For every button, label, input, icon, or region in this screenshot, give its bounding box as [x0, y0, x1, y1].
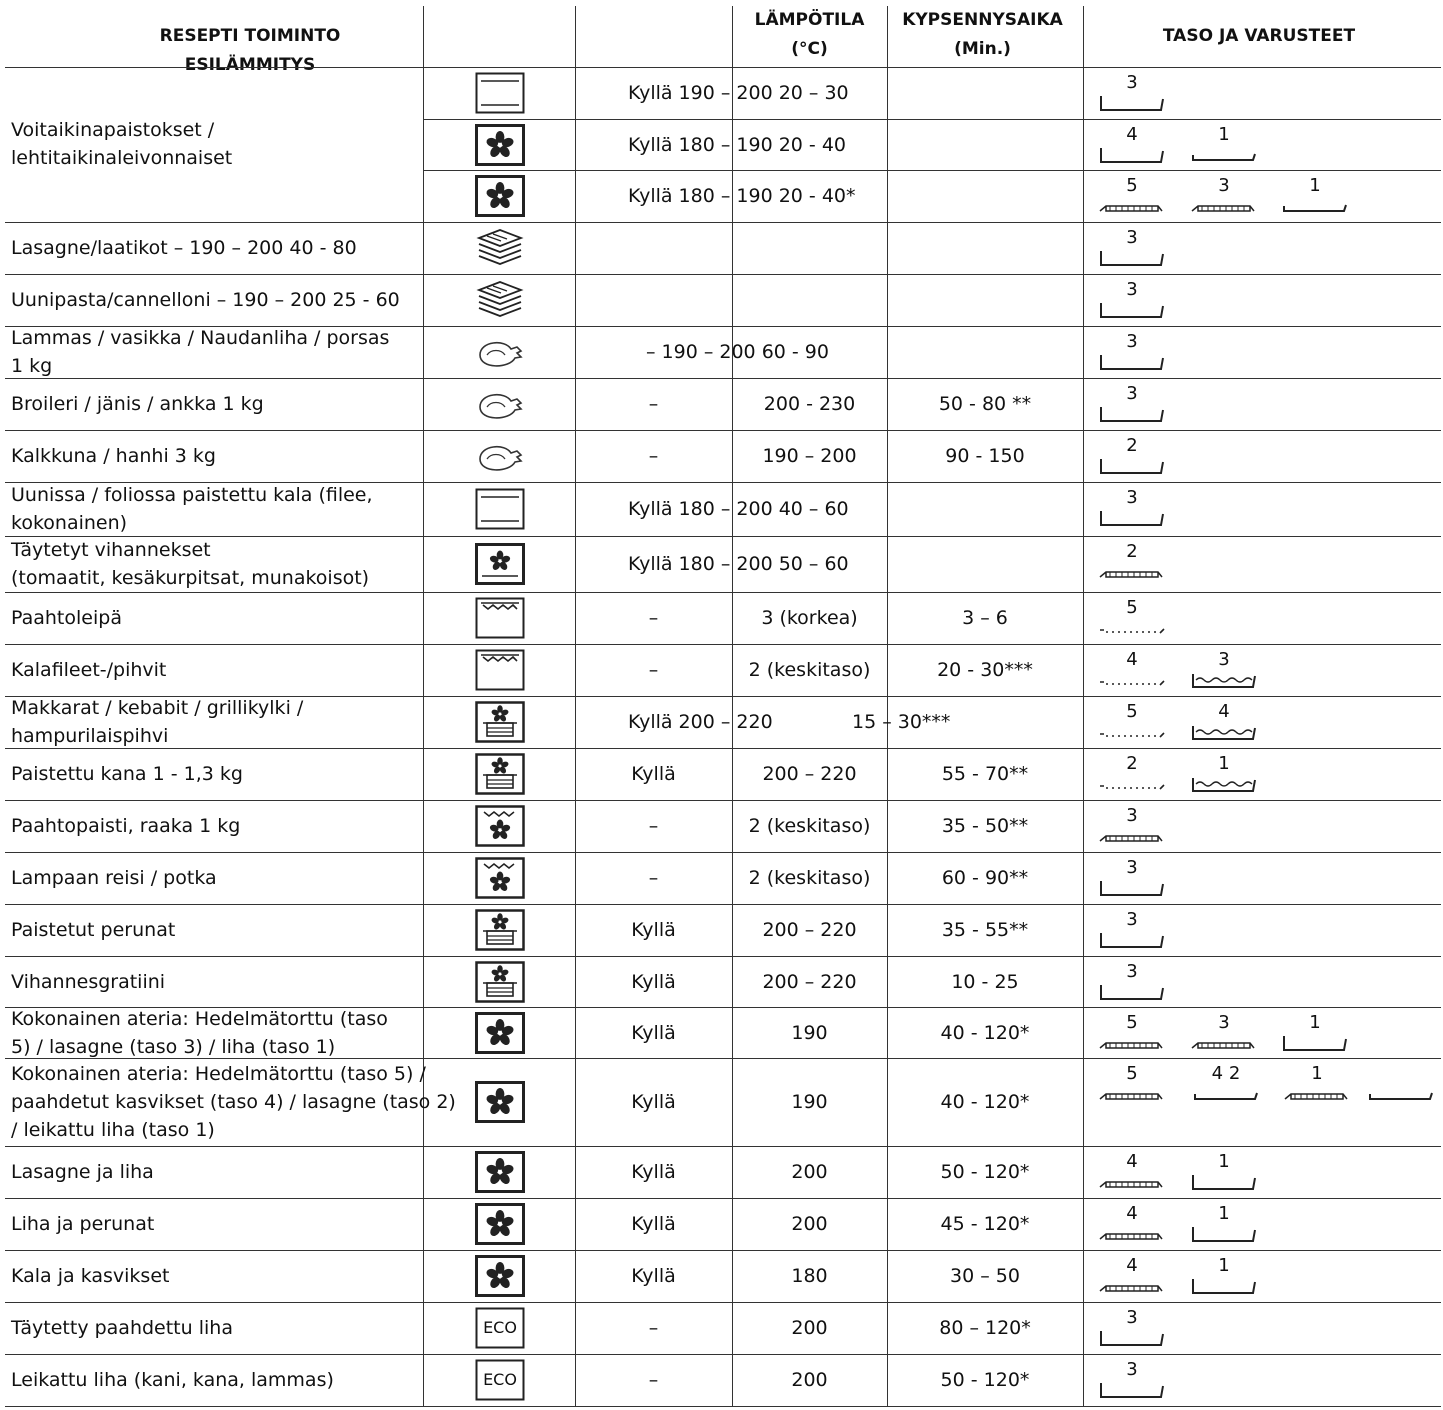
preheat-value: –	[648, 1317, 659, 1339]
shelf-level-tray	[1367, 1064, 1443, 1109]
recipe-name-line: Uunipasta/cannelloni – 190 – 200 25 - 60	[11, 289, 400, 311]
shelf-level-number: 3	[1126, 331, 1138, 352]
shelf-level-drip	[1190, 650, 1270, 695]
preheat-temp-time: Kyllä 180 – 200 50 – 60	[628, 553, 849, 575]
cooking-time-value: 60 - 90**	[941, 867, 1029, 889]
row-divider	[5, 852, 1441, 853]
shelf-level-rack	[1098, 1204, 1178, 1249]
fan-mode-icon	[475, 1081, 525, 1127]
shelf-level-rack	[1098, 542, 1178, 587]
shelf-level-rack	[1098, 1256, 1178, 1301]
preheat-value: Kyllä	[631, 1091, 676, 1113]
row-divider	[5, 1198, 1441, 1199]
shelf-level-pan	[1098, 125, 1178, 170]
recipe-name-line: Lammas / vasikka / Naudanliha / porsas	[11, 327, 390, 349]
shelf-level-grid	[1098, 702, 1178, 747]
fan-mode-icon	[475, 175, 525, 221]
temperature-value: 200 – 220	[762, 919, 857, 941]
shelf-level-pan	[1098, 384, 1178, 429]
preheat-value: –	[648, 659, 659, 681]
recipe-name	[11, 1366, 334, 1394]
recipe-name	[11, 481, 373, 537]
eco-mode-icon	[475, 1307, 525, 1353]
shelf-level-rack	[1098, 806, 1178, 851]
recipe-name	[11, 694, 303, 750]
recipe-name-line: Liha ja perunat	[11, 1213, 155, 1235]
shelf-level-number: 5	[1126, 1012, 1138, 1033]
shelf-level-pan	[1098, 858, 1178, 903]
cooking-time-value: 20 - 30***	[937, 659, 1033, 681]
recipe-name-line: hampurilaispihvi	[11, 725, 169, 747]
shelf-level-grid	[1098, 598, 1178, 643]
recipe-name-line: Uunissa / foliossa paistettu kala (filee,	[11, 484, 373, 506]
recipe-name	[11, 234, 357, 262]
recipe-name-line: Kokonainen ateria: Hedelmätorttu (taso	[11, 1007, 388, 1030]
shelf-level-pan	[1190, 1204, 1270, 1249]
shelf-level-number: 3	[1126, 1307, 1138, 1328]
cooking-time-value: 45 - 120*	[940, 1213, 1030, 1235]
shelf-level-rack	[1283, 1064, 1363, 1109]
shelf-level-pan	[1098, 280, 1178, 325]
cooking-time-value: 50 - 120*	[940, 1369, 1030, 1391]
shelf-level-number: 1	[1218, 1255, 1230, 1276]
preheat-value: –	[648, 815, 659, 837]
row-divider	[5, 67, 1441, 68]
shelf-level-number: 3	[1126, 487, 1138, 508]
cooking-time-value: 40 - 120*	[940, 1091, 1030, 1113]
row-divider	[5, 1354, 1441, 1355]
shelf-level-number: 4	[1126, 1203, 1138, 1224]
recipe-name	[11, 324, 389, 380]
preheat-value: –	[648, 607, 659, 629]
recipe-name	[11, 812, 240, 840]
shelf-level-pan	[1098, 436, 1178, 481]
shelf-level-number: 3	[1126, 1359, 1138, 1380]
shelf-level-number: 4 2	[1211, 1063, 1241, 1084]
recipe-name	[11, 536, 369, 592]
recipe-name	[11, 1158, 154, 1186]
cooking-time-value: 35 - 50**	[941, 815, 1029, 837]
shelf-level-number: 1	[1309, 175, 1321, 196]
temperature-value: 2 (keskitaso)	[748, 815, 871, 837]
fangrill-mode-icon	[475, 805, 525, 851]
recipe-name-line: 1 kg	[11, 355, 53, 377]
shelf-level-drip	[1190, 702, 1270, 747]
temperature-value: 2 (keskitaso)	[748, 867, 871, 889]
temperature-value: 2 (keskitaso)	[748, 659, 871, 681]
shelf-level-number: 4	[1126, 1255, 1138, 1276]
row-divider	[5, 592, 1441, 593]
shelf-level-number: 3	[1218, 649, 1230, 670]
preheat-temp-time: Kyllä 180 – 190 20 - 40*	[628, 185, 856, 207]
cooking-time-value: 35 - 55**	[941, 919, 1029, 941]
preheat-temp-time: – 190 – 200 60 - 90	[646, 341, 829, 363]
chicken-mode-icon	[475, 383, 525, 429]
recipe-name-line: Lampaan reisi / potka	[11, 867, 217, 889]
temperature-value: 200	[791, 1369, 828, 1391]
column-divider	[575, 6, 576, 1406]
row-divider	[5, 1406, 1441, 1407]
preheat-value: Kyllä	[631, 1161, 676, 1183]
recipe-name	[11, 968, 165, 996]
shelf-level-number: 3	[1126, 227, 1138, 248]
fan-mode-icon	[475, 1203, 525, 1249]
recipe-name	[11, 1314, 233, 1342]
recipe-name	[11, 760, 243, 788]
cooking-time-value: 90 - 150	[945, 445, 1025, 467]
temperature-value: 200 - 230	[763, 393, 856, 415]
cooking-time-value: 10 - 25	[951, 970, 1019, 993]
recipe-name-line: Kokonainen ateria: Hedelmätorttu (taso 5) /	[11, 1063, 426, 1085]
shelf-level-pan	[1098, 228, 1178, 273]
fanbottom-mode-icon	[475, 543, 525, 589]
turbogrill-mode-icon	[475, 961, 525, 1007]
recipe-name-line: Paistettu kana 1 - 1,3 kg	[11, 763, 243, 785]
shelf-level-number: 3	[1126, 909, 1138, 930]
eco-label: ECO	[483, 1318, 517, 1337]
recipe-name-line: Täytetyt vihannekset	[11, 539, 211, 561]
recipe-name-line: (tomaatit, kesäkurpitsat, munakoisot)	[11, 567, 370, 589]
recipe-name	[11, 390, 264, 418]
column-divider	[423, 6, 424, 1406]
row-divider	[5, 956, 1441, 957]
recipe-name-line: paahdetut kasvikset (taso 4) / lasagne (taso 2)	[11, 1091, 456, 1113]
row-divider	[5, 1250, 1441, 1251]
shelf-level-rack	[1190, 176, 1270, 221]
recipe-name	[11, 864, 217, 892]
recipe-name	[11, 286, 400, 314]
layers-mode-icon	[475, 227, 525, 273]
temperature-value: 190	[791, 1021, 828, 1044]
preheat-value: Kyllä	[631, 1213, 676, 1235]
recipe-name-line: Broileri / jänis / ankka 1 kg	[11, 393, 264, 415]
recipe-name-line: / leikattu liha (taso 1)	[11, 1119, 215, 1141]
preheat-value: –	[648, 867, 659, 889]
shelf-level-number: 3	[1218, 175, 1230, 196]
recipe-name	[11, 604, 122, 632]
row-divider	[5, 274, 1441, 275]
row-divider	[5, 1146, 1441, 1147]
shelf-level-number: 4	[1126, 124, 1138, 145]
shelf-level-number: 1	[1218, 1203, 1230, 1224]
shelf-level-number: 5	[1126, 1063, 1138, 1084]
shelf-level-number: 3	[1126, 857, 1138, 878]
column-divider	[887, 6, 888, 1406]
shelf-level-number: 5	[1126, 701, 1138, 722]
shelf-level-rack	[1190, 1013, 1270, 1058]
preheat-value: –	[648, 1369, 659, 1391]
preheat-value: Kyllä	[631, 763, 676, 785]
header-cooking-time: KYPSENNYSAIKA (Min.)	[902, 10, 1063, 59]
cooking-time: 15 – 30***	[852, 711, 951, 733]
preheat-value: Kyllä	[631, 1265, 676, 1287]
chicken-mode-icon	[475, 435, 525, 481]
shelf-level-number: 1	[1218, 124, 1230, 145]
preheat-value: Kyllä	[631, 970, 676, 993]
column-divider	[732, 6, 733, 1406]
row-divider	[5, 1302, 1441, 1303]
shelf-level-number: 1	[1311, 1063, 1323, 1084]
shelf-level-tray	[1190, 125, 1270, 170]
preheat-temp-time: Kyllä 180 – 200 40 – 60	[628, 498, 849, 520]
recipe-name	[11, 1060, 456, 1144]
row-divider	[5, 904, 1441, 905]
shelf-level-rack	[1098, 1152, 1178, 1197]
recipe-name	[11, 1210, 154, 1238]
shelf-level-number: 3	[1126, 961, 1138, 982]
fan-mode-icon	[475, 1151, 525, 1197]
shelf-level-pan	[1281, 1013, 1361, 1058]
conventional-mode-icon	[475, 72, 525, 118]
shelf-level-number: 3	[1126, 72, 1138, 93]
shelf-level-number: 2	[1126, 541, 1138, 562]
recipe-name	[11, 916, 175, 944]
temperature-value: 200 – 220	[762, 970, 857, 993]
header-recipe-function-preheat: RESEPTI TOIMINTO ESILÄMMITYS	[159, 26, 341, 75]
shelf-level-number: 2	[1126, 753, 1138, 774]
shelf-level-number: 5	[1126, 175, 1138, 196]
fan-mode-icon	[475, 124, 525, 170]
shelf-level-number: 4	[1126, 649, 1138, 670]
shelf-level-pan	[1098, 73, 1178, 118]
chicken-mode-icon	[475, 331, 525, 377]
preheat-value: –	[648, 393, 659, 415]
eco-mode-icon	[475, 1359, 525, 1405]
recipe-name	[11, 1005, 388, 1061]
merged-recipe-label: Voitaikinapaistokset / lehtitaikinaleivonnaiset	[11, 119, 233, 169]
cooking-time-value: 50 - 80 **	[938, 393, 1032, 415]
temperature-value: 180	[791, 1265, 828, 1287]
recipe-name-line: Leikattu liha (kani, kana, lammas)	[11, 1369, 334, 1391]
shelf-level-rack	[1098, 176, 1178, 221]
shelf-level-pan	[1190, 1256, 1270, 1301]
fan-mode-icon	[475, 1255, 525, 1301]
row-divider	[5, 800, 1441, 801]
row-divider	[5, 430, 1441, 431]
shelf-level-pan	[1098, 1360, 1178, 1405]
recipe-name-line: Lasagne ja liha	[11, 1161, 154, 1183]
turbogrill-mode-icon	[475, 909, 525, 955]
fangrill-mode-icon	[475, 857, 525, 903]
temperature-value: 200	[791, 1161, 828, 1183]
shelf-level-number: 3	[1218, 1012, 1230, 1033]
layers-mode-icon	[475, 279, 525, 325]
row-divider	[5, 644, 1441, 645]
header-temperature: LÄMPÖTILA (°C)	[754, 10, 865, 59]
cooking-time-value: 50 - 120*	[940, 1161, 1030, 1183]
shelf-level-number: 2	[1126, 435, 1138, 456]
recipe-name-line: Vihannesgratiini	[11, 970, 166, 993]
row-divider	[5, 222, 1441, 223]
turbogrill-mode-icon	[475, 753, 525, 799]
shelf-level-number: 3	[1126, 383, 1138, 404]
preheat-temp-time: Kyllä 200 – 220	[628, 711, 773, 733]
recipe-name-line: Kalkkuna / hanhi 3 kg	[11, 445, 216, 467]
shelf-level-tray	[1192, 1064, 1272, 1109]
shelf-level-pan	[1098, 910, 1178, 955]
eco-label: ECO	[483, 1370, 517, 1389]
shelf-level-number: 3	[1126, 805, 1138, 826]
cooking-time-value: 30 – 50	[950, 1265, 1020, 1287]
temperature-value: 190 – 200	[762, 445, 857, 467]
shelf-level-pan	[1098, 962, 1178, 1007]
shelf-level-number: 3	[1126, 279, 1138, 300]
temperature-value: 190	[791, 1091, 828, 1113]
shelf-level-number: 1	[1218, 753, 1230, 774]
cooking-time-value: 40 - 120*	[940, 1021, 1030, 1044]
fan-mode-icon	[475, 1012, 525, 1058]
shelf-level-pan	[1098, 488, 1178, 533]
shelf-level-number: 1	[1309, 1012, 1321, 1033]
cooking-time-value: 80 – 120*	[939, 1317, 1031, 1339]
preheat-value: Kyllä	[631, 1021, 676, 1044]
shelf-level-number: 4	[1126, 1151, 1138, 1172]
shelf-level-pan	[1098, 1308, 1178, 1353]
conventional-mode-icon	[475, 488, 525, 534]
recipe-name	[11, 656, 166, 684]
preheat-temp-time: Kyllä 180 – 190 20 - 40	[628, 133, 846, 156]
cooking-time-value: 3 – 6	[962, 607, 1008, 629]
shelf-level-tray	[1281, 176, 1361, 221]
temperature-value: 3 (korkea)	[761, 607, 858, 629]
temperature-value: 200 – 220	[762, 763, 857, 785]
shelf-level-rack	[1098, 1013, 1178, 1058]
shelf-level-number: 5	[1126, 597, 1138, 618]
recipe-name-line: Paistetut perunat	[11, 919, 176, 941]
header-levels-accessories: TASO JA VARUSTEET	[1162, 26, 1356, 46]
shelf-level-rack	[1098, 1064, 1178, 1109]
grill-mode-icon	[475, 649, 525, 695]
recipe-name-line: 5) / lasagne (taso 3) / liha (taso 1)	[11, 1035, 336, 1058]
shelf-level-grid	[1098, 650, 1178, 695]
shelf-level-number: 4	[1218, 701, 1230, 722]
preheat-value: Kyllä	[631, 919, 676, 941]
shelf-level-drip	[1190, 754, 1270, 799]
recipe-name-line: Paahtopaisti, raaka 1 kg	[11, 815, 241, 837]
shelf-level-pan	[1190, 1152, 1270, 1197]
shelf-level-number: 1	[1218, 1151, 1230, 1172]
recipe-name-line: kokonainen)	[11, 512, 128, 534]
recipe-name-line: Makkarat / kebabit / grillikylki /	[11, 697, 304, 719]
recipe-name	[11, 442, 216, 470]
recipe-name-line: Täytetty paahdettu liha	[11, 1317, 233, 1339]
recipe-name	[11, 1262, 169, 1290]
cooking-time-value: 55 - 70**	[941, 763, 1029, 785]
shelf-level-pan	[1098, 332, 1178, 377]
recipe-name-line: Paahtoleipä	[11, 607, 122, 629]
recipe-name-line: Lasagne/laatikot – 190 – 200 40 - 80	[11, 237, 357, 259]
preheat-temp-time: Kyllä 190 – 200 20 – 30	[628, 82, 849, 104]
temperature-value: 200	[791, 1317, 828, 1339]
turbogrill-mode-icon	[475, 701, 525, 747]
column-divider	[1083, 6, 1084, 1406]
recipe-name-line: Kalafileet-/pihvit	[11, 659, 167, 681]
shelf-level-grid	[1098, 754, 1178, 799]
preheat-value: –	[648, 445, 659, 467]
grill-mode-icon	[475, 597, 525, 643]
temperature-value: 200	[791, 1213, 828, 1235]
recipe-name-line: Kala ja kasvikset	[11, 1265, 170, 1287]
